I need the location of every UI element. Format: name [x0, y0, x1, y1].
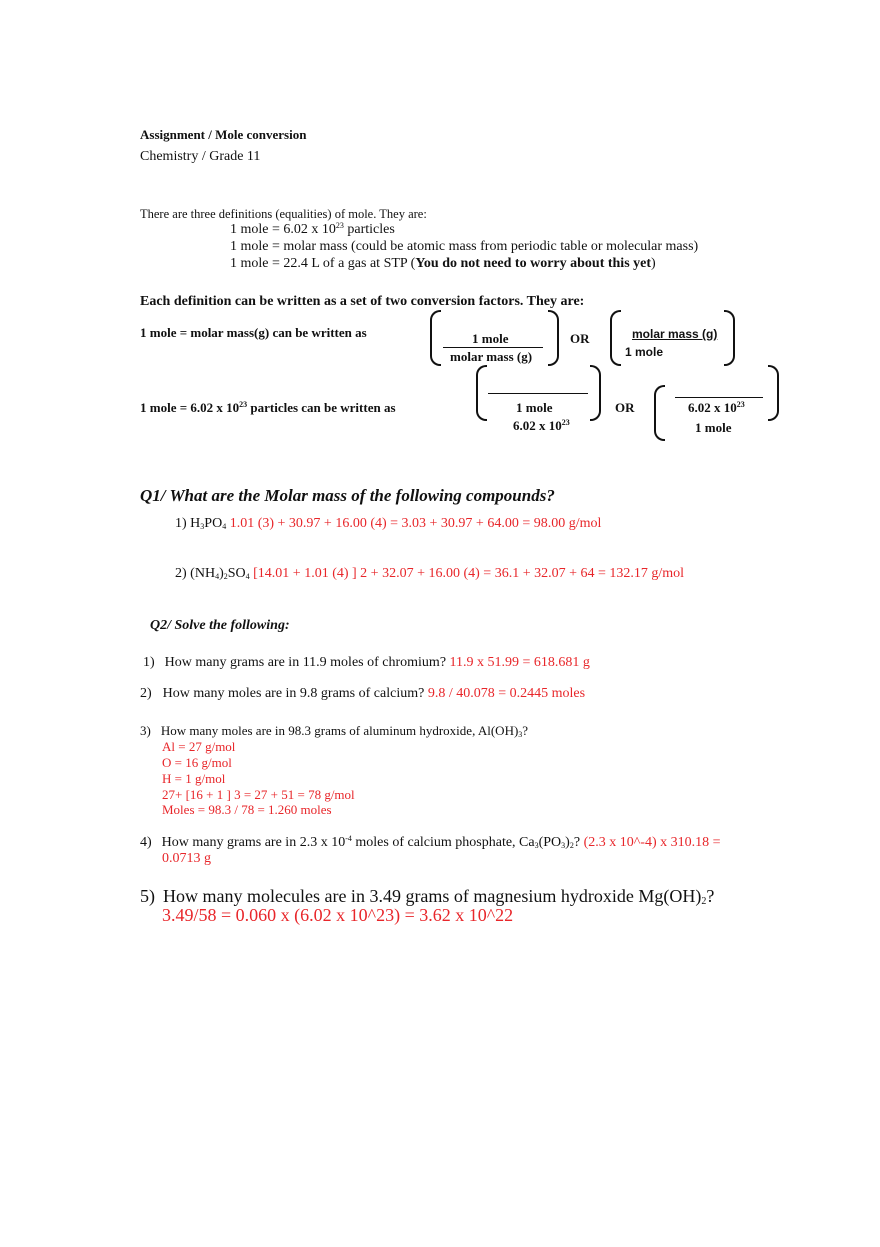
formula-sub: 2	[569, 841, 574, 850]
answer: 11.9 x 51.99 = 618.681 g	[446, 655, 590, 670]
q2-item-5	[140, 887, 714, 905]
formula-sub: 3	[561, 841, 566, 850]
right-paren-icon	[724, 310, 735, 366]
num-text: 6.02 x 10	[688, 400, 737, 415]
formula: PO	[204, 516, 223, 531]
question: )	[565, 835, 570, 850]
definition-1	[230, 223, 395, 237]
answer: [14.01 + 1.01 (4) ] 2 + 32.07 + 16.00 (4) = 36.1 + 32.07 + 64 = 132.17 g/mol	[249, 566, 685, 581]
item-number: 3)	[140, 723, 151, 738]
item-number: 1)	[143, 655, 155, 670]
item-number: 5)	[140, 886, 155, 906]
answer: (2.3 x 10^-4) x 310.18 =	[580, 835, 721, 850]
question: (PO	[538, 835, 562, 850]
q2-item-1	[143, 656, 590, 670]
course-subtitle: Chemistry / Grade 11	[140, 149, 261, 164]
left-paren-icon	[476, 365, 487, 421]
intro-text: There are three definitions (equalities) of mole. They are:	[140, 207, 427, 221]
den-sup: 23	[561, 418, 570, 427]
formula-sub: 3	[518, 730, 523, 739]
def-note: You do not need to worry about this yet	[415, 256, 652, 271]
item-number: 2)	[140, 686, 152, 701]
q1-title: Q1/ What are the Molar mass of the following compounds?	[140, 486, 555, 505]
item-number: 1)	[175, 516, 191, 531]
fraction-denominator: 1 mole	[625, 345, 664, 359]
formula: )	[219, 566, 224, 581]
work-line: Al = 27 g/mol	[162, 739, 236, 754]
definition-2: 1 mole = molar mass (could be atomic mass from periodic table or molecular mass)	[230, 239, 699, 254]
left-paren-icon	[654, 385, 665, 441]
item-number: 4)	[140, 835, 152, 850]
fraction-bar	[443, 347, 543, 348]
formula-sub: 2	[223, 572, 228, 581]
question: How many moles are in 98.3 grams of aluminum hydroxide, Al(OH)	[160, 723, 519, 738]
formula-sub: 4	[245, 572, 250, 581]
question: How many molecules are in 3.49 grams of magnesium hydroxide Mg(OH)	[163, 886, 702, 906]
row1-label: 1 mole = molar mass(g) can be written as	[140, 325, 367, 340]
work-line: O = 16 g/mol	[162, 755, 232, 770]
work-line: 27+ [16 + 1 ] 3 = 27 + 51 = 78 g/mol	[162, 787, 355, 802]
def-text: particles	[343, 222, 395, 237]
formula-sub: 3	[200, 522, 205, 531]
definition-3	[230, 257, 656, 271]
formula-sub: 4	[222, 522, 227, 531]
fraction-denominator	[513, 419, 570, 432]
formula: H	[190, 516, 201, 531]
label-text: particles can be written as	[247, 400, 396, 415]
den-text: 6.02 x 10	[513, 418, 562, 433]
right-paren-icon	[768, 365, 779, 421]
formula-sub: 2	[701, 896, 707, 907]
q2-title: Q2/ Solve the following:	[150, 618, 290, 633]
label-sup: 23	[239, 400, 248, 409]
fraction-numerator: 1 mole	[516, 400, 553, 415]
formula: SO	[227, 566, 246, 581]
fraction-bar	[675, 397, 763, 398]
question: ?	[573, 835, 581, 850]
q2-item-3	[140, 724, 528, 737]
def-text: )	[651, 256, 656, 271]
def-text: 1 mole = 22.4 L of a gas at STP (	[230, 256, 416, 271]
left-paren-icon	[610, 310, 621, 366]
question-sup: -4	[345, 834, 352, 843]
factors-heading: Each definition can be written as a set of two conversion factors. They are:	[140, 294, 585, 309]
assignment-title: Assignment / Mole conversion	[140, 127, 307, 142]
right-paren-icon	[548, 310, 559, 366]
question: moles of calcium phosphate, Ca	[351, 835, 535, 850]
formula-sub: 3	[534, 841, 539, 850]
or-label: OR	[570, 331, 590, 346]
q1-item-1	[175, 517, 601, 531]
question: How many grams are in 11.9 moles of chromium?	[164, 655, 447, 670]
row2-label	[140, 401, 396, 414]
answer: 9.8 / 40.078 = 0.2445 moles	[424, 686, 586, 701]
fraction-bar	[488, 393, 588, 394]
right-paren-icon	[590, 365, 601, 421]
question: ?	[706, 886, 715, 906]
item-number: 2)	[175, 566, 191, 581]
question: How many grams are in 2.3 x 10	[161, 835, 346, 850]
answer: 1.01 (3) + 30.97 + 16.00 (4) = 3.03 + 30.97 + 64.00 = 98.00 g/mol	[226, 516, 602, 531]
answer: 3.49/58 = 0.060 x (6.02 x 10^23) = 3.62 x 10^22	[162, 905, 514, 925]
fraction-numerator: 1 mole	[472, 331, 509, 346]
work-line: Moles = 98.3 / 78 = 1.260 moles	[162, 802, 332, 817]
formula: (NH	[190, 566, 216, 581]
or-label: OR	[615, 400, 635, 415]
fraction-denominator: 1 mole	[695, 420, 732, 435]
q1-item-2	[175, 567, 684, 581]
q2-item-2	[140, 687, 585, 701]
label-text: 1 mole = 6.02 x 10	[140, 400, 240, 415]
question: How many moles are in 9.8 grams of calcium?	[162, 686, 425, 701]
num-sup: 23	[736, 400, 745, 409]
work-line: H = 1 g/mol	[162, 771, 226, 786]
def-text: 1 mole = 6.02 x 10	[230, 222, 336, 237]
fraction-numerator: molar mass (g)	[632, 327, 718, 341]
def-sup: 23	[335, 221, 344, 230]
q2-item-4	[140, 836, 721, 850]
fraction-denominator: molar mass (g)	[450, 349, 533, 364]
left-paren-icon	[430, 310, 441, 366]
question: ?	[522, 723, 529, 738]
formula-sub: 4	[215, 572, 220, 581]
fraction-numerator	[688, 401, 745, 414]
answer-continued: 0.0713 g	[162, 851, 211, 866]
